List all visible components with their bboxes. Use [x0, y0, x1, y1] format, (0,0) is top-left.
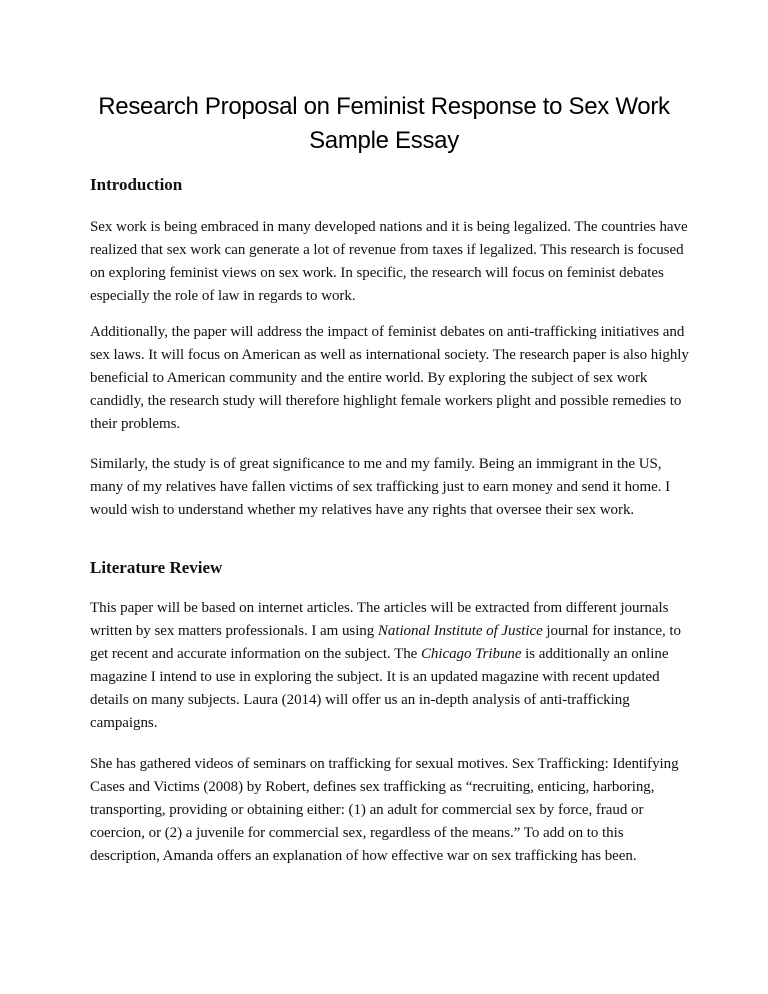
- magazine-title-chicago-tribune: Chicago Tribune: [420, 646, 522, 662]
- journal-title-national-institute-of-justice: National Institute of Justice: [377, 623, 543, 639]
- lit-p1-text-b: journal for instance, to get recent and accurate information on the subject. The: [90, 623, 681, 662]
- lit-p1-text-c: is additionally an online magazine I intend to use in exploring the subject. It is an updated magazine with recent updated details on many subjects. Laura (2014) will offer us an in-depth analysis of anti-trafficking campaigns.: [90, 646, 669, 731]
- introduction-paragraph-1: Sex work is being embraced in many developed nations and it is being legalized. The countries have realized that sex work can generate a lot of revenue from taxes if legalized. This research is focused on exploring feminist views on sex work. In specific, the research will focus on feminist debates especially the role of law in regards to work.: [90, 219, 688, 304]
- lit-p1-text-a: This paper will be based on internet articles. The articles will be extracted from different journals written by sex matters professionals. I am using: [90, 600, 669, 639]
- document-title: Research Proposal on Feminist Response to Sex Work Sample Essay: [98, 93, 670, 154]
- introduction-paragraph-2: Additionally, the paper will address the impact of feminist debates on anti-trafficking initiatives and sex laws. It will focus on American as well as international society. The research paper is also highly beneficial to American community and the entire world. By exploring the subject of sex work candidly, the research study will therefore highlight female workers plight and possible remedies to their problems.: [90, 324, 689, 432]
- introduction-heading: Introduction: [90, 175, 183, 194]
- literature-review-heading: Literature Review: [90, 558, 223, 577]
- literature-review-paragraph-2: She has gathered videos of seminars on trafficking for sexual motives. Sex Trafficking: Identifying Cases and Victims (2008) by Robert, defines sex trafficking as “recruiting, enticing, harboring, transporting, providing or obtaining either: (1) an adult for commercial sex by force, fraud or coercion, or (2) a juvenile for commercial sex, regardless of the means.” To add on to this description, Amanda offers an explanation of how effective war on sex trafficking has been.: [90, 756, 679, 864]
- introduction-paragraph-3: Similarly, the study is of great significance to me and my family. Being an immigrant in the US, many of my relatives have fallen victims of sex trafficking just to earn money and send it home. I would wish to understand whether my relatives have any rights that oversee their sex work.: [90, 456, 671, 518]
- literature-review-paragraph-1: [90, 597, 690, 735]
